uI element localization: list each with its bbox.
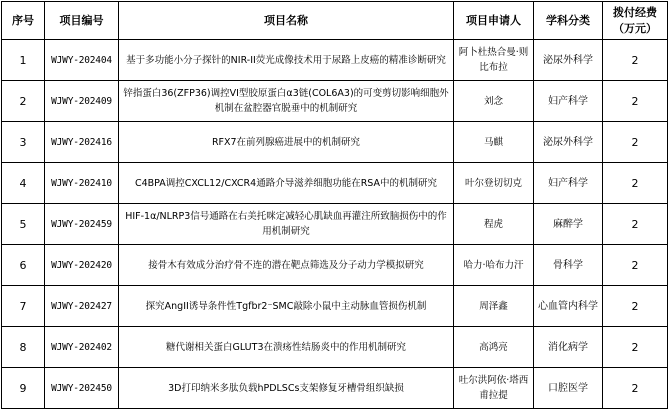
row-title: 锌指蛋白36(ZFP36)调控VI型胶原蛋白α3链(COL6A3)的可变剪切影响细胞外机制在盆腔器官脱垂中的机制研究 xyxy=(119,81,454,122)
table-row xyxy=(2,286,668,327)
row-funding: 2 xyxy=(603,40,668,81)
row-title: 糖代谢相关蛋白GLUT3在溃疡性结肠炎中的作用机制研究 xyxy=(119,327,454,368)
header-code: 项目编号 xyxy=(45,2,119,40)
row-code: WJWY-202420 xyxy=(45,245,119,286)
row-index: 1 xyxy=(2,40,45,81)
row-title: 探究AngII诱导条件性Tgfbr2⁻SMC敲除小鼠中主动脉血管损伤机制 xyxy=(119,286,454,327)
row-applicant: 吐尔洪阿依·塔西甫拉提 xyxy=(454,368,534,409)
row-applicant: 刘念 xyxy=(454,81,534,122)
row-title: HIF-1α/NLRP3信号通路在右美托咪定减轻心肌缺血再灌注所致脑损伤中的作用机制研究 xyxy=(119,204,454,245)
table-row xyxy=(2,81,668,122)
header-discipline: 学科分类 xyxy=(534,2,603,40)
header-applicant: 项目申请人 xyxy=(454,2,534,40)
row-index: 5 xyxy=(2,204,45,245)
row-applicant: 高鸿亮 xyxy=(454,327,534,368)
row-funding: 2 xyxy=(603,204,668,245)
table-row xyxy=(2,204,668,245)
table-row xyxy=(2,327,668,368)
row-applicant: 程虎 xyxy=(454,204,534,245)
row-funding: 2 xyxy=(603,327,668,368)
row-funding: 2 xyxy=(603,122,668,163)
row-discipline: 妇产科学 xyxy=(534,81,603,122)
table-row xyxy=(2,245,668,286)
row-applicant: 阿卜杜热合曼·则比布拉 xyxy=(454,40,534,81)
row-title: C4BPA调控CXCL12/CXCR4通路介导滋养细胞功能在RSA中的机制研究 xyxy=(119,163,454,204)
header-row xyxy=(2,2,668,40)
row-discipline: 口腔医学 xyxy=(534,368,603,409)
row-discipline: 消化病学 xyxy=(534,327,603,368)
row-applicant: 哈力·哈布力汗 xyxy=(454,245,534,286)
project-table xyxy=(1,1,668,409)
row-index: 6 xyxy=(2,245,45,286)
row-funding: 2 xyxy=(603,368,668,409)
row-index: 2 xyxy=(2,81,45,122)
row-funding: 2 xyxy=(603,163,668,204)
header-index: 序号 xyxy=(2,2,45,40)
row-applicant: 马麒 xyxy=(454,122,534,163)
row-funding: 2 xyxy=(603,245,668,286)
header-funding: 拨付经费（万元） xyxy=(603,2,668,40)
row-index: 9 xyxy=(2,368,45,409)
row-discipline: 泌尿外科学 xyxy=(534,40,603,81)
row-code: WJWY-202450 xyxy=(45,368,119,409)
row-discipline: 泌尿外科学 xyxy=(534,122,603,163)
row-discipline: 骨科学 xyxy=(534,245,603,286)
row-index: 8 xyxy=(2,327,45,368)
table-row xyxy=(2,40,668,81)
row-discipline: 心血管内科学 xyxy=(534,286,603,327)
row-funding: 2 xyxy=(603,286,668,327)
header-title: 项目名称 xyxy=(119,2,454,40)
row-discipline: 妇产科学 xyxy=(534,163,603,204)
row-code: WJWY-202409 xyxy=(45,81,119,122)
row-code: WJWY-202416 xyxy=(45,122,119,163)
row-code: WJWY-202410 xyxy=(45,163,119,204)
row-applicant: 周泽鑫 xyxy=(454,286,534,327)
row-code: WJWY-202427 xyxy=(45,286,119,327)
row-code: WJWY-202459 xyxy=(45,204,119,245)
row-funding: 2 xyxy=(603,81,668,122)
table-row xyxy=(2,122,668,163)
table-row xyxy=(2,368,668,409)
row-index: 7 xyxy=(2,286,45,327)
row-discipline: 麻醉学 xyxy=(534,204,603,245)
row-index: 4 xyxy=(2,163,45,204)
row-index: 3 xyxy=(2,122,45,163)
row-title: 接骨木有效成分治疗骨不连的潜在靶点筛选及分子动力学模拟研究 xyxy=(119,245,454,286)
table-row xyxy=(2,163,668,204)
row-code: WJWY-202404 xyxy=(45,40,119,81)
row-title: 3D打印纳米多肽负载hPDLSCs支架修复牙槽骨组织缺损 xyxy=(119,368,454,409)
row-title: RFX7在前列腺癌进展中的机制研究 xyxy=(119,122,454,163)
row-applicant: 叶尔登切切克 xyxy=(454,163,534,204)
row-code: WJWY-202402 xyxy=(45,327,119,368)
row-title: 基于多功能小分子探针的NIR-II荧光成像技术用于尿路上皮癌的精准诊断研究 xyxy=(119,40,454,81)
